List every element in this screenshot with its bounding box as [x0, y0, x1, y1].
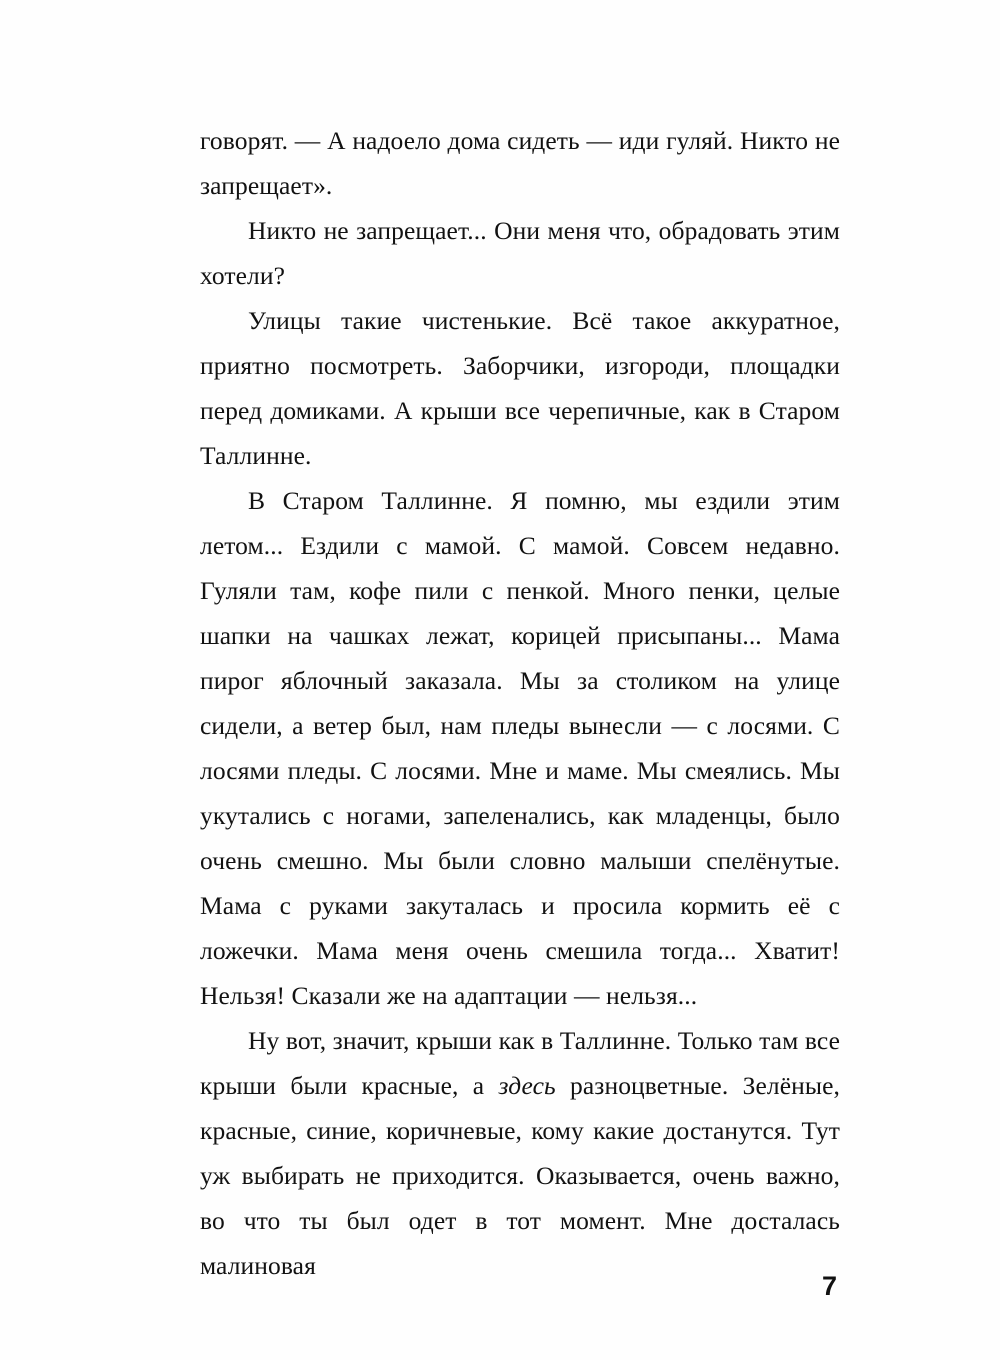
paragraph-4: В Старом Таллинне. Я помню, мы ездили этим летом... Ездили с мамой. С мамой. Совсем недавно. Гуляли там, кофе пили с пенкой. Много пенки, целые шапки на чашках лежат, корицей присыпаны... Мама пирог яблочный заказала. Мы за столиком на улице сидели, а ветер был, нам пледы вынесли — с лосями. С лосями пледы. С лосями. Мне и маме. Мы смеялись. Мы укутались с ногами, запеленались, как младенцы, было очень смешно. Мы были словно малыши спелёнутые. Мама с руками закуталась и просила кормить её с ложечки. Мама меня очень смешила тогда... Хватит! Нельзя! Сказали же на адаптации — нельзя...	[200, 486, 840, 1010]
body-text-column	[200, 118, 840, 1288]
paragraph-5-part-1: Ну вот, значит, крыши как в Таллинне. Только там все крыши были красные, а	[200, 1026, 840, 1100]
paragraph-3: Улицы такие чистенькие. Всё такое аккуратное, приятно посмотреть. Заборчики, изгороди, площадки перед домиками. А крыши все черепичные, как в Старом Таллинне.	[200, 306, 840, 470]
paragraph-5-part-2: разноцветные. Зелёные, красные, синие, коричневые, кому какие достанутся. Тут уж выбирать не приходится. Оказывается, очень важно, во что ты был одет в тот момент. Мне досталась малиновая	[200, 1071, 840, 1280]
page-number: 7	[821, 1271, 837, 1301]
paragraph-1: говорят. — А надоело дома сидеть — иди гуляй. Никто не запрещает».	[200, 126, 840, 200]
paragraph-5	[200, 1018, 840, 1288]
paragraph-2: Никто не запрещает... Они меня что, обрадовать этим хотели?	[200, 216, 840, 290]
emphasis-word: здесь	[498, 1071, 556, 1100]
